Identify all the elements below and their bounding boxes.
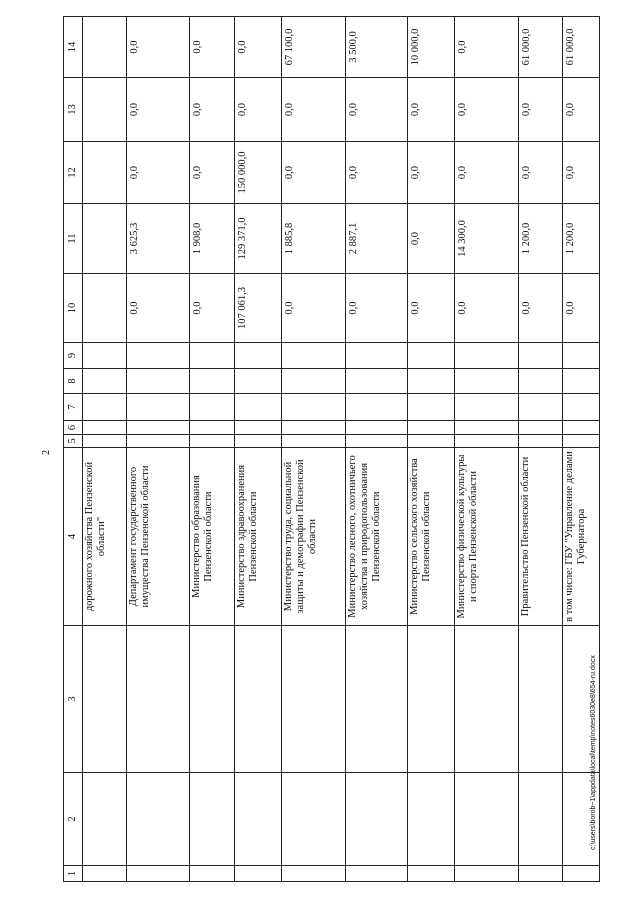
table-row <box>455 17 519 882</box>
row-value-col11: 0,0 <box>408 204 455 274</box>
empty-cell <box>235 626 282 773</box>
column-number-header: 7 <box>64 394 83 421</box>
empty-cell <box>282 866 346 882</box>
empty-cell <box>282 343 346 369</box>
empty-cell <box>127 773 190 866</box>
row-value-col10: 0,0 <box>519 274 563 343</box>
table-row <box>563 17 600 882</box>
row-value-col10: 0,0 <box>563 274 600 343</box>
row-value-col11: 1 885,8 <box>282 204 346 274</box>
budget-table <box>63 16 600 882</box>
empty-cell <box>190 343 235 369</box>
empty-cell <box>127 343 190 369</box>
row-value-col10: 0,0 <box>455 274 519 343</box>
row-value-col11: 3 625,3 <box>127 204 190 274</box>
empty-cell <box>563 866 600 882</box>
row-value-col10: 0,0 <box>408 274 455 343</box>
row-value-col11: 129 371,0 <box>235 204 282 274</box>
empty-cell <box>83 369 127 394</box>
empty-cell <box>563 369 600 394</box>
row-value-col10: 107 061,3 <box>235 274 282 343</box>
empty-cell <box>190 394 235 421</box>
empty-cell <box>408 435 455 448</box>
row-organization-name: Департамент государственного имущества Пензенской области <box>127 448 190 626</box>
empty-cell <box>346 369 408 394</box>
row-value-col11: 1 908,0 <box>190 204 235 274</box>
row-value-col14: 0,0 <box>127 17 190 78</box>
column-number-header: 2 <box>64 773 83 866</box>
row-value-col11: 1 200,0 <box>519 204 563 274</box>
column-number-header: 10 <box>64 274 83 343</box>
empty-cell <box>282 369 346 394</box>
empty-cell <box>455 435 519 448</box>
empty-cell <box>127 394 190 421</box>
row-value-col13: 0,0 <box>408 78 455 142</box>
row-organization-name: Министерство лесного, охотничьего хозяйства и природопользования Пензенской области <box>346 448 408 626</box>
empty-cell <box>127 421 190 435</box>
empty-cell <box>346 394 408 421</box>
row-value-col13 <box>83 78 127 142</box>
row-value-col14 <box>83 17 127 78</box>
empty-cell <box>235 866 282 882</box>
empty-cell <box>563 394 600 421</box>
table-row <box>346 17 408 882</box>
empty-cell <box>282 435 346 448</box>
table-row <box>408 17 455 882</box>
empty-cell <box>408 773 455 866</box>
empty-cell <box>455 369 519 394</box>
column-number-header: 14 <box>64 17 83 78</box>
empty-cell <box>563 435 600 448</box>
empty-cell <box>346 866 408 882</box>
row-value-col12: 0,0 <box>127 142 190 204</box>
column-number-header: 12 <box>64 142 83 204</box>
page-number: 2 <box>41 450 52 455</box>
empty-cell <box>408 866 455 882</box>
row-value-col14: 0,0 <box>455 17 519 78</box>
empty-cell <box>127 369 190 394</box>
row-value-col13: 0,0 <box>346 78 408 142</box>
empty-cell <box>235 773 282 866</box>
row-value-col11: 14 300,0 <box>455 204 519 274</box>
row-value-col13: 0,0 <box>563 78 600 142</box>
row-value-col12: 0,0 <box>408 142 455 204</box>
row-value-col10: 0,0 <box>127 274 190 343</box>
row-value-col12: 0,0 <box>282 142 346 204</box>
table-row <box>282 17 346 882</box>
empty-cell <box>83 866 127 882</box>
row-value-col10: 0,0 <box>282 274 346 343</box>
empty-cell <box>235 343 282 369</box>
empty-cell <box>83 626 127 773</box>
empty-cell <box>282 394 346 421</box>
empty-cell <box>190 773 235 866</box>
empty-cell <box>127 626 190 773</box>
table-row <box>190 17 235 882</box>
row-value-col12 <box>83 142 127 204</box>
empty-cell <box>83 394 127 421</box>
empty-cell <box>563 421 600 435</box>
row-value-col10: 0,0 <box>346 274 408 343</box>
empty-cell <box>235 421 282 435</box>
empty-cell <box>346 626 408 773</box>
empty-cell <box>346 773 408 866</box>
empty-cell <box>83 773 127 866</box>
empty-cell <box>519 435 563 448</box>
empty-cell <box>190 421 235 435</box>
row-organization-name: Министерство здравоохранения Пензенской области <box>235 448 282 626</box>
row-value-col11 <box>83 204 127 274</box>
empty-cell <box>190 435 235 448</box>
row-value-col14: 3 500,0 <box>346 17 408 78</box>
row-value-col12: 0,0 <box>519 142 563 204</box>
empty-cell <box>127 435 190 448</box>
empty-cell <box>408 421 455 435</box>
row-value-col13: 0,0 <box>282 78 346 142</box>
empty-cell <box>282 626 346 773</box>
footer-file-path: c:\users\borob~1\appdata\local\temp\notes6030e8\654-ru.docx <box>590 655 597 850</box>
row-value-col11: 1 200,0 <box>563 204 600 274</box>
empty-cell <box>190 369 235 394</box>
empty-cell <box>127 866 190 882</box>
empty-cell <box>563 626 600 773</box>
empty-cell <box>408 626 455 773</box>
row-value-col14: 0,0 <box>235 17 282 78</box>
empty-cell <box>455 626 519 773</box>
column-number-header: 13 <box>64 78 83 142</box>
empty-cell <box>83 343 127 369</box>
row-organization-name: Министерство труда, социальной защиты и демографии Пензенской области <box>282 448 346 626</box>
row-organization-name: Министерство образования Пензенской области <box>190 448 235 626</box>
empty-cell <box>83 421 127 435</box>
row-organization-name: дорожного хозяйства Пензенской области" <box>83 448 127 626</box>
table-row <box>127 17 190 882</box>
row-value-col12: 0,0 <box>563 142 600 204</box>
row-organization-name: Правительство Пензенской области <box>519 448 563 626</box>
row-value-col10: 0,0 <box>190 274 235 343</box>
row-value-col14: 61 000,0 <box>563 17 600 78</box>
row-value-col13: 0,0 <box>519 78 563 142</box>
column-number-header: 4 <box>64 448 83 626</box>
row-value-col11: 2 887,1 <box>346 204 408 274</box>
empty-cell <box>519 394 563 421</box>
empty-cell <box>563 343 600 369</box>
empty-cell <box>346 343 408 369</box>
row-value-col14: 0,0 <box>190 17 235 78</box>
empty-cell <box>408 369 455 394</box>
empty-cell <box>408 394 455 421</box>
table-row <box>235 17 282 882</box>
column-number-header: 3 <box>64 626 83 773</box>
empty-cell <box>519 421 563 435</box>
empty-cell <box>235 369 282 394</box>
row-organization-name: Министерство сельского хозяйства Пензенской области <box>408 448 455 626</box>
empty-cell <box>235 435 282 448</box>
empty-cell <box>455 343 519 369</box>
row-value-col13: 0,0 <box>455 78 519 142</box>
empty-cell <box>563 773 600 866</box>
row-value-col12: 0,0 <box>346 142 408 204</box>
row-value-col12: 150 000,0 <box>235 142 282 204</box>
row-value-col14: 67 100,0 <box>282 17 346 78</box>
table-row <box>83 17 127 882</box>
empty-cell <box>455 773 519 866</box>
column-number-header: 11 <box>64 204 83 274</box>
row-value-col14: 61 000,0 <box>519 17 563 78</box>
column-number-row <box>64 17 83 882</box>
empty-cell <box>455 394 519 421</box>
empty-cell <box>455 421 519 435</box>
row-organization-name: в том числе: ГБУ "Управление делами Губернатора <box>563 448 600 626</box>
empty-cell <box>519 773 563 866</box>
row-value-col13: 0,0 <box>127 78 190 142</box>
row-value-col13: 0,0 <box>190 78 235 142</box>
empty-cell <box>519 343 563 369</box>
empty-cell <box>83 435 127 448</box>
table-row <box>519 17 563 882</box>
empty-cell <box>235 394 282 421</box>
empty-cell <box>519 866 563 882</box>
empty-cell <box>455 866 519 882</box>
column-number-header: 1 <box>64 866 83 882</box>
column-number-header: 8 <box>64 369 83 394</box>
row-value-col12: 0,0 <box>190 142 235 204</box>
empty-cell <box>346 435 408 448</box>
row-value-col10 <box>83 274 127 343</box>
empty-cell <box>190 866 235 882</box>
empty-cell <box>282 421 346 435</box>
empty-cell <box>408 343 455 369</box>
empty-cell <box>190 626 235 773</box>
column-number-header: 9 <box>64 343 83 369</box>
empty-cell <box>346 421 408 435</box>
empty-cell <box>282 773 346 866</box>
row-organization-name: Министерство физической культуры и спорта Пензенской области <box>455 448 519 626</box>
column-number-header: 5 <box>64 435 83 448</box>
rotated-table-container <box>63 17 588 882</box>
row-value-col12: 0,0 <box>455 142 519 204</box>
empty-cell <box>519 626 563 773</box>
row-value-col14: 10 000,0 <box>408 17 455 78</box>
column-number-header: 6 <box>64 421 83 435</box>
empty-cell <box>519 369 563 394</box>
row-value-col13: 0,0 <box>235 78 282 142</box>
